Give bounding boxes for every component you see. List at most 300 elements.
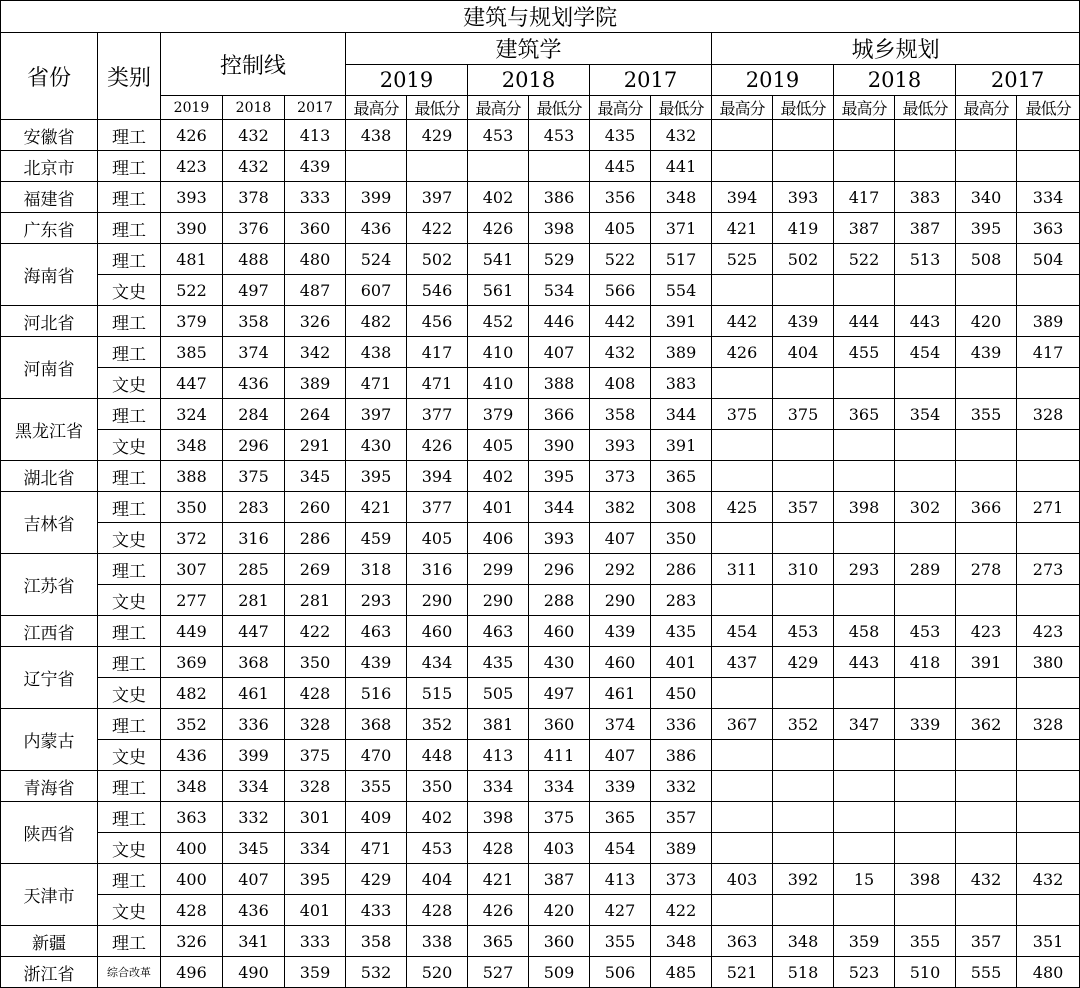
score-cell: 439	[773, 306, 834, 337]
score-cell: 290	[407, 585, 468, 616]
score-cell: 318	[346, 554, 407, 585]
score-cell: 458	[834, 616, 895, 647]
score-cell: 436	[223, 895, 285, 926]
score-cell: 401	[468, 492, 529, 523]
score-cell: 448	[407, 740, 468, 771]
score-cell: 432	[1017, 864, 1080, 895]
score-cell: 423	[161, 151, 223, 182]
score-cell: 356	[590, 182, 651, 213]
table-row	[1, 275, 1080, 306]
score-cell	[956, 275, 1017, 306]
score-cell: 373	[651, 864, 712, 895]
score-cell	[773, 678, 834, 709]
score-cell: 378	[223, 182, 285, 213]
score-cell: 355	[346, 771, 407, 802]
score-cell: 438	[346, 120, 407, 151]
score-cell: 341	[223, 926, 285, 957]
score-cell: 345	[285, 461, 346, 492]
score-cell	[773, 771, 834, 802]
category-cell: 综合改革	[98, 957, 161, 988]
table-row	[1, 833, 1080, 864]
score-cell: 332	[651, 771, 712, 802]
category-cell: 理工	[98, 461, 161, 492]
score-cell: 413	[590, 864, 651, 895]
score-cell	[834, 895, 895, 926]
score-cell: 480	[285, 244, 346, 275]
score-cell: 386	[651, 740, 712, 771]
score-cell	[895, 585, 956, 616]
score-cell: 383	[895, 182, 956, 213]
score-cell: 422	[285, 616, 346, 647]
category-cell: 理工	[98, 647, 161, 678]
score-cell: 460	[407, 616, 468, 647]
score-cell	[712, 461, 773, 492]
category-cell: 理工	[98, 244, 161, 275]
score-cell: 422	[407, 213, 468, 244]
score-cell	[712, 678, 773, 709]
header-min: 最低分	[651, 96, 712, 120]
category-cell: 理工	[98, 337, 161, 368]
score-cell: 389	[651, 337, 712, 368]
score-cell	[956, 895, 1017, 926]
score-cell: 316	[223, 523, 285, 554]
score-cell: 482	[346, 306, 407, 337]
score-cell: 375	[773, 399, 834, 430]
score-cell: 324	[161, 399, 223, 430]
score-cell: 532	[346, 957, 407, 988]
score-cell	[773, 120, 834, 151]
score-cell: 340	[956, 182, 1017, 213]
score-cell: 522	[590, 244, 651, 275]
score-cell: 395	[529, 461, 590, 492]
score-cell: 390	[161, 213, 223, 244]
score-cell: 260	[285, 492, 346, 523]
header-control-2017: 2017	[285, 96, 346, 120]
province-cell: 江苏省	[1, 554, 98, 616]
score-cell: 328	[1017, 399, 1080, 430]
score-cell: 391	[956, 647, 1017, 678]
score-cell: 487	[285, 275, 346, 306]
score-cell: 485	[651, 957, 712, 988]
score-cell: 348	[161, 430, 223, 461]
score-cell: 409	[346, 802, 407, 833]
score-cell: 488	[223, 244, 285, 275]
score-cell	[956, 833, 1017, 864]
table-row	[1, 337, 1080, 368]
score-cell: 360	[529, 926, 590, 957]
score-cell: 355	[590, 926, 651, 957]
header-plan-year-2017: 2017	[956, 65, 1080, 96]
score-cell: 334	[285, 833, 346, 864]
score-cell: 375	[529, 802, 590, 833]
score-cell: 402	[407, 802, 468, 833]
table-row	[1, 678, 1080, 709]
score-cell	[712, 802, 773, 833]
score-cell: 421	[468, 864, 529, 895]
score-cell	[407, 151, 468, 182]
score-cell: 398	[895, 864, 956, 895]
score-cell: 404	[407, 864, 468, 895]
score-cell: 435	[468, 647, 529, 678]
score-cell: 524	[346, 244, 407, 275]
score-cell: 523	[834, 957, 895, 988]
table-row	[1, 461, 1080, 492]
score-cell: 443	[834, 647, 895, 678]
header-max: 最高分	[346, 96, 407, 120]
score-cell	[834, 151, 895, 182]
score-cell: 394	[712, 182, 773, 213]
score-cell	[773, 461, 834, 492]
score-cell: 456	[407, 306, 468, 337]
score-cell: 389	[1017, 306, 1080, 337]
score-cell: 395	[956, 213, 1017, 244]
score-cell: 281	[223, 585, 285, 616]
score-cell: 435	[651, 616, 712, 647]
table-row	[1, 709, 1080, 740]
score-cell	[712, 430, 773, 461]
score-cell: 374	[590, 709, 651, 740]
score-cell: 426	[468, 895, 529, 926]
score-cell: 310	[773, 554, 834, 585]
score-cell: 516	[346, 678, 407, 709]
province-cell: 辽宁省	[1, 647, 98, 709]
score-cell: 281	[285, 585, 346, 616]
province-cell: 青海省	[1, 771, 98, 802]
table-row	[1, 213, 1080, 244]
score-cell: 517	[651, 244, 712, 275]
score-cell: 453	[529, 120, 590, 151]
score-cell: 374	[223, 337, 285, 368]
score-cell: 438	[346, 337, 407, 368]
score-cell: 308	[651, 492, 712, 523]
score-cell: 439	[285, 151, 346, 182]
score-cell: 453	[468, 120, 529, 151]
score-cell: 350	[407, 771, 468, 802]
score-cell	[956, 740, 1017, 771]
score-cell: 348	[651, 182, 712, 213]
score-cell: 393	[529, 523, 590, 554]
score-cell: 357	[773, 492, 834, 523]
category-cell: 理工	[98, 926, 161, 957]
score-cell: 357	[651, 802, 712, 833]
score-cell	[712, 120, 773, 151]
score-cell: 348	[161, 771, 223, 802]
score-cell: 382	[590, 492, 651, 523]
score-cell: 527	[468, 957, 529, 988]
score-cell: 347	[834, 709, 895, 740]
score-cell: 459	[346, 523, 407, 554]
score-cell: 326	[285, 306, 346, 337]
score-cell: 377	[407, 399, 468, 430]
score-cell: 388	[161, 461, 223, 492]
score-cell	[346, 151, 407, 182]
score-cell: 285	[223, 554, 285, 585]
score-cell	[834, 430, 895, 461]
score-cell: 427	[590, 895, 651, 926]
table-row	[1, 120, 1080, 151]
province-cell: 安徽省	[1, 120, 98, 151]
score-cell	[1017, 368, 1080, 399]
score-cell: 419	[773, 213, 834, 244]
score-cell: 490	[223, 957, 285, 988]
score-cell: 352	[161, 709, 223, 740]
score-cell: 333	[285, 182, 346, 213]
score-cell: 407	[529, 337, 590, 368]
table-row	[1, 492, 1080, 523]
header-control-2019: 2019	[161, 96, 223, 120]
score-cell	[712, 895, 773, 926]
score-cell: 429	[407, 120, 468, 151]
score-cell: 401	[285, 895, 346, 926]
score-cell: 417	[1017, 337, 1080, 368]
score-cell: 461	[223, 678, 285, 709]
score-cell: 400	[161, 833, 223, 864]
score-cell	[1017, 678, 1080, 709]
table-row	[1, 740, 1080, 771]
score-cell	[956, 802, 1017, 833]
score-cell: 387	[529, 864, 590, 895]
score-cell: 428	[285, 678, 346, 709]
table-row	[1, 647, 1080, 678]
score-cell: 436	[223, 368, 285, 399]
score-cell	[773, 523, 834, 554]
score-cell: 421	[346, 492, 407, 523]
score-cell: 307	[161, 554, 223, 585]
score-cell: 444	[834, 306, 895, 337]
score-cell: 363	[161, 802, 223, 833]
score-cell: 443	[895, 306, 956, 337]
score-cell	[468, 151, 529, 182]
score-cell: 439	[956, 337, 1017, 368]
score-cell	[773, 368, 834, 399]
score-cell: 391	[651, 306, 712, 337]
score-cell: 436	[346, 213, 407, 244]
category-cell: 文史	[98, 833, 161, 864]
score-cell	[712, 151, 773, 182]
score-cell	[773, 430, 834, 461]
score-cell: 350	[161, 492, 223, 523]
score-cell: 480	[1017, 957, 1080, 988]
score-cell: 334	[468, 771, 529, 802]
score-cell: 339	[590, 771, 651, 802]
score-cell: 379	[161, 306, 223, 337]
score-cell	[1017, 523, 1080, 554]
score-cell: 454	[590, 833, 651, 864]
score-cell: 386	[529, 182, 590, 213]
score-cell: 358	[590, 399, 651, 430]
score-cell	[773, 833, 834, 864]
score-cell: 342	[285, 337, 346, 368]
score-cell: 390	[529, 430, 590, 461]
score-cell: 510	[895, 957, 956, 988]
score-cell	[1017, 895, 1080, 926]
score-cell: 376	[223, 213, 285, 244]
score-cell: 454	[712, 616, 773, 647]
score-cell: 290	[590, 585, 651, 616]
score-cell: 293	[346, 585, 407, 616]
score-cell: 432	[956, 864, 1017, 895]
score-cell	[895, 430, 956, 461]
score-cell: 561	[468, 275, 529, 306]
score-cell	[956, 461, 1017, 492]
score-cell: 360	[529, 709, 590, 740]
table-row	[1, 585, 1080, 616]
score-cell	[834, 740, 895, 771]
score-cell: 436	[161, 740, 223, 771]
score-cell: 326	[161, 926, 223, 957]
score-cell: 354	[895, 399, 956, 430]
score-cell: 334	[1017, 182, 1080, 213]
category-cell: 理工	[98, 802, 161, 833]
province-cell: 吉林省	[1, 492, 98, 554]
score-cell: 348	[651, 926, 712, 957]
score-cell: 454	[895, 337, 956, 368]
score-cell: 518	[773, 957, 834, 988]
header-arch-year-2018: 2018	[468, 65, 590, 96]
score-cell	[895, 895, 956, 926]
category-cell: 理工	[98, 306, 161, 337]
score-cell	[834, 368, 895, 399]
score-cell: 497	[223, 275, 285, 306]
score-cell: 365	[651, 461, 712, 492]
score-cell: 363	[1017, 213, 1080, 244]
score-cell: 398	[529, 213, 590, 244]
score-cell: 393	[161, 182, 223, 213]
header-min: 最低分	[1017, 96, 1080, 120]
header-plan-year-2019: 2019	[712, 65, 834, 96]
score-cell	[1017, 740, 1080, 771]
score-cell: 283	[223, 492, 285, 523]
score-cell: 358	[346, 926, 407, 957]
category-cell: 文史	[98, 368, 161, 399]
table-row	[1, 554, 1080, 585]
score-cell	[834, 461, 895, 492]
score-cell: 471	[346, 368, 407, 399]
score-cell: 368	[223, 647, 285, 678]
score-cell: 423	[1017, 616, 1080, 647]
score-cell	[834, 802, 895, 833]
score-cell: 362	[956, 709, 1017, 740]
category-cell: 文史	[98, 523, 161, 554]
province-cell: 内蒙古	[1, 709, 98, 771]
score-cell: 264	[285, 399, 346, 430]
score-cell: 461	[590, 678, 651, 709]
score-cell: 413	[468, 740, 529, 771]
category-cell: 文史	[98, 430, 161, 461]
score-cell: 407	[223, 864, 285, 895]
score-cell: 311	[712, 554, 773, 585]
score-cell	[773, 275, 834, 306]
score-cell: 379	[468, 399, 529, 430]
score-cell: 502	[773, 244, 834, 275]
score-cell	[834, 771, 895, 802]
score-cell: 366	[956, 492, 1017, 523]
score-cell: 449	[161, 616, 223, 647]
score-cell	[773, 151, 834, 182]
category-cell: 理工	[98, 492, 161, 523]
score-cell: 404	[773, 337, 834, 368]
score-cell: 350	[285, 647, 346, 678]
score-cell: 405	[468, 430, 529, 461]
score-cell: 408	[590, 368, 651, 399]
score-cell: 289	[895, 554, 956, 585]
province-cell: 浙江省	[1, 957, 98, 988]
header-min: 最低分	[529, 96, 590, 120]
table-row	[1, 306, 1080, 337]
score-cell: 463	[346, 616, 407, 647]
score-cell	[834, 523, 895, 554]
score-cell: 521	[712, 957, 773, 988]
score-cell: 452	[468, 306, 529, 337]
header-plan-year-2018: 2018	[834, 65, 956, 96]
score-cell	[895, 120, 956, 151]
score-cell	[834, 585, 895, 616]
province-cell: 新疆	[1, 926, 98, 957]
score-cell: 389	[651, 833, 712, 864]
score-cell	[895, 771, 956, 802]
score-cell: 555	[956, 957, 1017, 988]
header-category: 类别	[98, 33, 161, 120]
table-row	[1, 151, 1080, 182]
category-cell: 理工	[98, 120, 161, 151]
score-cell: 355	[956, 399, 1017, 430]
table-row	[1, 182, 1080, 213]
table-body	[1, 120, 1080, 988]
score-cell	[712, 523, 773, 554]
score-cell: 355	[895, 926, 956, 957]
score-cell: 513	[895, 244, 956, 275]
score-cell: 395	[346, 461, 407, 492]
category-cell: 理工	[98, 213, 161, 244]
table-row	[1, 523, 1080, 554]
score-cell: 413	[285, 120, 346, 151]
score-cell: 453	[407, 833, 468, 864]
score-cell	[773, 802, 834, 833]
score-cell: 504	[1017, 244, 1080, 275]
score-cell	[712, 740, 773, 771]
score-cell	[712, 585, 773, 616]
header-min: 最低分	[773, 96, 834, 120]
province-cell: 江西省	[1, 616, 98, 647]
score-cell: 541	[468, 244, 529, 275]
score-cell: 403	[529, 833, 590, 864]
score-cell: 463	[468, 616, 529, 647]
score-cell: 460	[590, 647, 651, 678]
score-cell: 446	[529, 306, 590, 337]
score-cell	[1017, 771, 1080, 802]
table-row	[1, 399, 1080, 430]
category-cell: 理工	[98, 864, 161, 895]
score-cell: 399	[223, 740, 285, 771]
score-cell: 288	[529, 585, 590, 616]
score-cell: 426	[407, 430, 468, 461]
score-cell: 344	[529, 492, 590, 523]
header-max: 最高分	[468, 96, 529, 120]
score-cell	[895, 151, 956, 182]
score-cell: 352	[407, 709, 468, 740]
score-cell: 380	[1017, 647, 1080, 678]
score-cell: 398	[468, 802, 529, 833]
score-cell: 417	[834, 182, 895, 213]
score-cell: 508	[956, 244, 1017, 275]
header-control-2018: 2018	[223, 96, 285, 120]
category-cell: 文史	[98, 740, 161, 771]
table-row	[1, 802, 1080, 833]
score-cell: 358	[223, 306, 285, 337]
score-cell: 369	[161, 647, 223, 678]
score-cell: 607	[346, 275, 407, 306]
score-cell: 400	[161, 864, 223, 895]
